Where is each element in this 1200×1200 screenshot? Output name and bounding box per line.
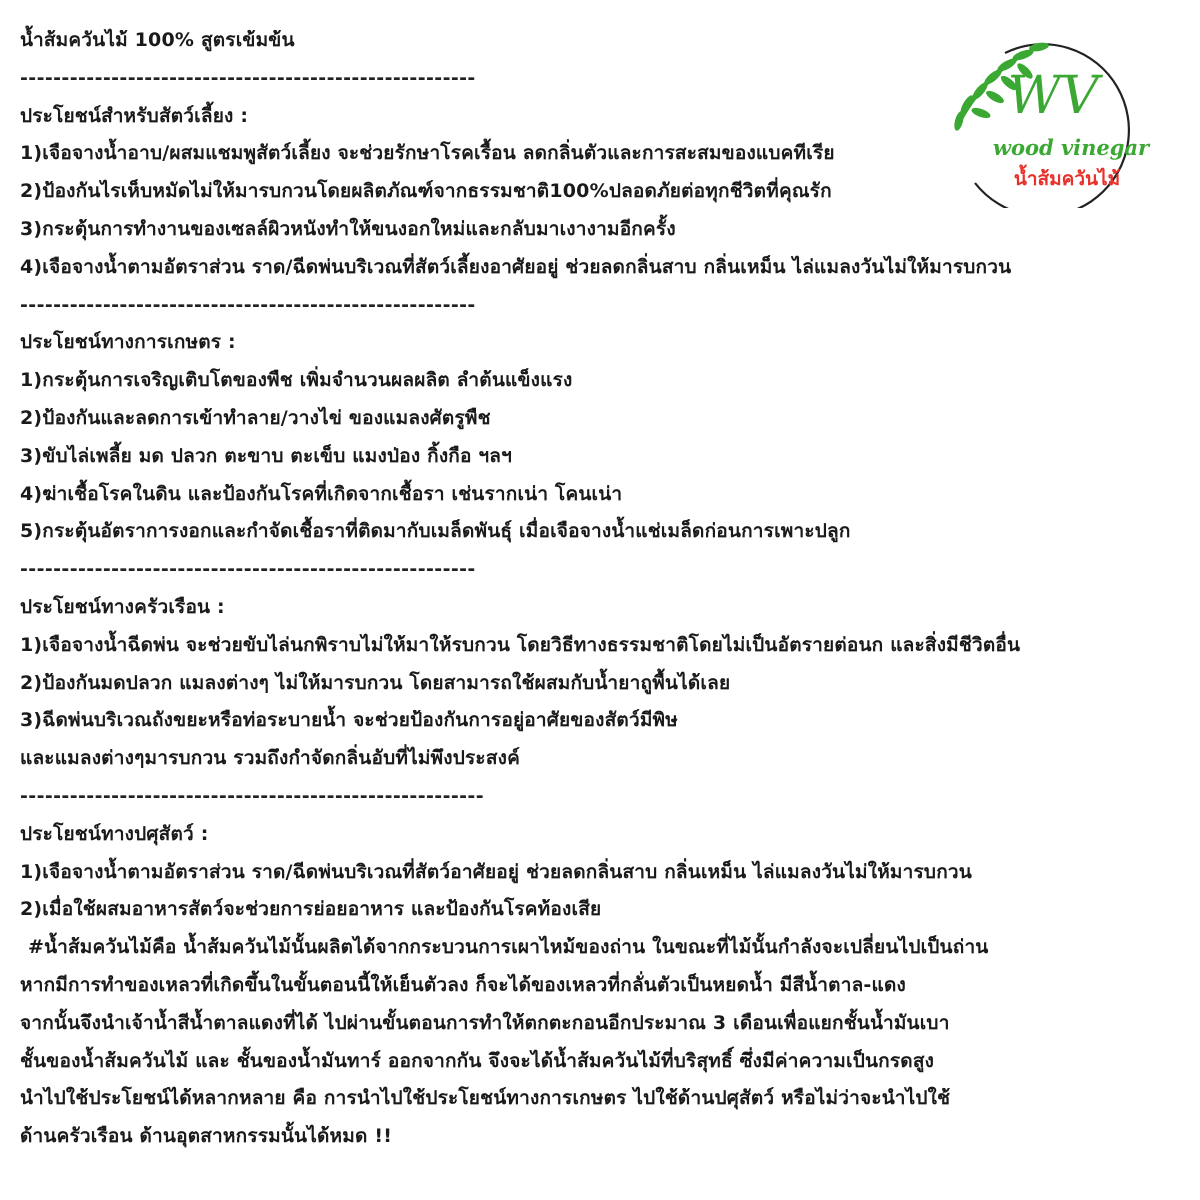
logo-monogram: WV [1007, 66, 1099, 126]
divider: ------------------------------------------------------- [20, 558, 476, 581]
divider: -------------------------------------------------------- [20, 784, 485, 807]
list-item: 2)ป้องกันไรเห็บหมัดไม่ให้มารบกวนโดยผลิตภัณฑ์จากธรรมชาติ100%ปลอดภัยต่อทุกชีวิตที่คุณรัก [20, 180, 832, 203]
list-item: 2)ป้องกันและลดการเข้าทำลาย/วางไข่ ของแมลงศัตรูพืช [20, 406, 491, 429]
list-item: 3)กระตุ้นการทำงานของเซลล์ผิวหนังทำให้ขนงอกใหม่และกลับมาเงางามอีกครั้ง [20, 217, 676, 240]
list-item: 1)เจือจางน้ำอาบ/ผสมแชมพูสัตว์เลี้ยง จะช่วยรักษาโรคเรื้อน ลดกลิ่นตัวและการสะสมของแบคทีเรีย [20, 142, 835, 165]
list-item: 1)เจือจางน้ำฉีดพ่น จะช่วยขับไล่นกพิราบไม่ให้มาให้รบกวน โดยวิธีทางธรรมชาติโดยไม่เป็นอัตรายต่อนก และสิ่งมีชีวิตอื่น [20, 633, 1021, 656]
list-item: 4)ฆ่าเชื้อโรคในดิน และป้องกันโรคที่เกิดจากเชื้อรา เช่นรากเน่า โคนเน่า [20, 482, 623, 505]
section-heading-household: ประโยชน์ทางครัวเรือน : [20, 595, 225, 618]
list-item: และแมลงต่างๆมารบกวน รวมถึงกำจัดกลิ่นอับที่ไม่พึงประสงค์ [20, 747, 521, 770]
list-item: 2)ป้องกันมดปลวก แมลงต่างๆ ไม่ให้มารบกวน โดยสามารถใช้ผสมกับน้ำยาถูพื้นได้เลย [20, 671, 731, 694]
section-heading-pets: ประโยชน์สำหรับสัตว์เลี้ยง : [20, 104, 249, 127]
list-item: 2)เมื่อใช้ผสมอาหารสัตว์จะช่วยการย่อยอาหาร และป้องกันโรคท้องเสีย [20, 898, 602, 921]
logo-graphic [945, 33, 1157, 208]
list-item: 5)กระตุ้นอัตราการงอกและกำจัดเชื้อราที่ติดมากับเมล็ดพันธุ์ เมื่อเจือจางน้ำแช่เมล็ดก่อนการเพาะปลูก [20, 520, 851, 543]
wood-vinegar-logo [945, 33, 1157, 208]
description-line: ด้านครัวเรือน ด้านอุตสาหกรรมนั้นได้หมด !! [20, 1125, 393, 1148]
description-line: หากมีการทำของเหลวที่เกิดขึ้นในขั้นตอนนี้ให้เย็นตัวลง ก็จะได้ของเหลวที่กลั่นตัวเป็นหยดน้ำ มีสีน้ำตาล-แดง [20, 973, 906, 996]
logo-brand-text: wood vinegar [992, 135, 1150, 160]
description-line: #น้ำส้มควันไม้คือ น้ำส้มควันไม้นั้นผลิตได้จากกระบวนการเผาไหม้ของถ่าน ในขณะที่ไม้นั้นกำลังจะเปลี่ยนไปเป็นถ่าน [28, 936, 989, 959]
list-item: 3)ฉีดพ่นบริเวณถังขยะหรือท่อระบายน้ำ จะช่วยป้องกันการอยู่อาศัยของสัตว์มีพิษ [20, 709, 679, 732]
list-item: 1)เจือจางน้ำตามอัตราส่วน ราด/ฉีดพ่นบริเวณที่สัตว์อาศัยอยู่ ช่วยลดกลิ่นสาบ กลิ่นเหม็น ไล่แมลงวันไม่ให้มารบกวน [20, 860, 972, 883]
list-item: 1)กระตุ้นการเจริญเติบโตของพืช เพิ่มจำนวนผลผลิต ลำต้นแข็งแรง [20, 369, 573, 392]
document-title: น้ำส้มควันไม้ 100% สูตรเข้มข้น [20, 29, 295, 51]
logo-thai-name: น้ำส้มควันไม้ [1013, 168, 1121, 190]
divider: ------------------------------------------------------- [20, 293, 476, 316]
description-line: ชั้นของน้ำส้มควันไม้ และ ชั้นของน้ำมันทาร์ ออกจากกัน จึงจะได้น้ำส้มควันไม้ที่บริสุทธิ์ ซึ่งมีค่าความเป็นกรดสูง [20, 1049, 935, 1072]
section-heading-agriculture: ประโยชน์ทางการเกษตร : [20, 331, 236, 354]
divider: ------------------------------------------------------- [20, 66, 476, 89]
list-item: 3)ขับไล่เพลี้ย มด ปลวก ตะขาบ ตะเข็บ แมงป่อง กิ้งกือ ฯลฯ [20, 444, 513, 467]
description-line: นำไปใช้ประโยชน์ได้หลากหลาย คือ การนำไปใช้ประโยชน์ทางการเกษตร ไปใช้ด้านปศุสัตว์ หรือไม่ว่าจะนำไปใช้ [20, 1087, 951, 1110]
list-item: 4)เจือจางน้ำตามอัตราส่วน ราด/ฉีดพ่นบริเวณที่สัตว์เลี้ยงอาศัยอยู่ ช่วยลดกลิ่นสาบ กลิ่นเหม็น ไล่แมลงวันไม่ให้มารบกวน [20, 255, 1012, 278]
description-line: จากนั้นจึงนำเจ้าน้ำสีน้ำตาลแดงที่ได้ ไปผ่านขั้นตอนการทำให้ตกตะกอนอีกประมาณ 3 เดือนเพื่อแยกชั้นน้ำมันเบา [20, 1011, 950, 1034]
section-heading-livestock: ประโยชน์ทางปศุสัตว์ : [20, 822, 209, 845]
